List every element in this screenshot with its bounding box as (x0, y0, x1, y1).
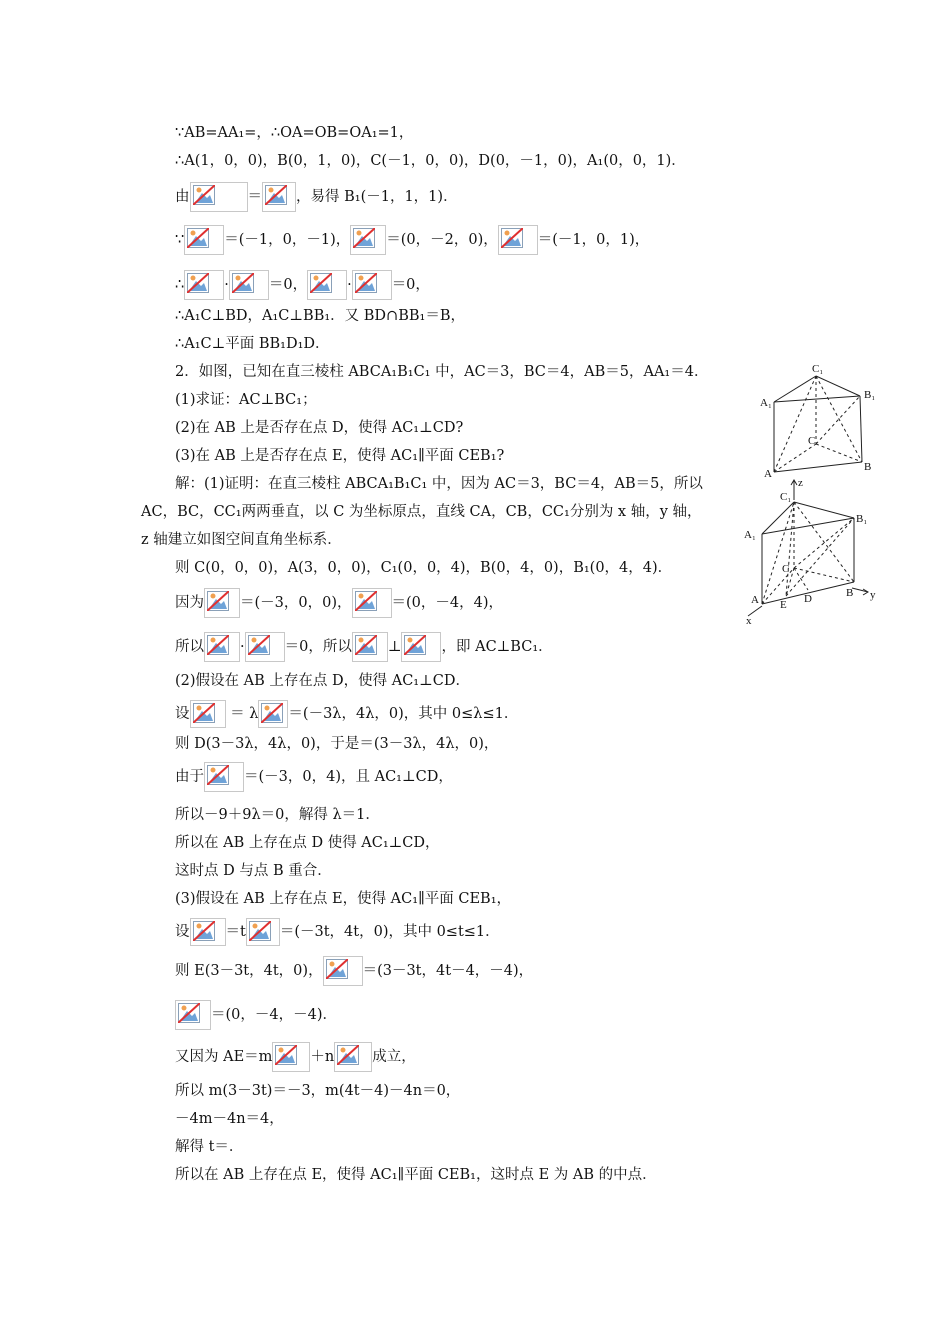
solution-line-5: 因为 ＝(－3，0，0)， ＝(0，－4，4)， (175, 588, 503, 618)
vector-image-icon (258, 700, 288, 728)
solution-line-12: 所以在 AB 上存在点 D 使得 AC₁⊥CD， (175, 835, 440, 851)
solution-line-11: 所以－9＋9λ＝0，解得 λ＝1． (175, 807, 380, 823)
solution-line-16: 则 E(3－3t，4t，0)， ＝(3－3t，4t－4，－4)， (175, 956, 533, 986)
label-z-axis: z (798, 477, 803, 489)
label-C1: C₁ (812, 363, 824, 375)
prism-figure-2-axes (742, 476, 892, 626)
problem-2-part-2: (2)在 AB 上是否存在点 D，使得 AC₁⊥CD? (175, 420, 464, 436)
vector-image-icon (204, 762, 244, 792)
label-C: C (782, 563, 790, 575)
vector-image-icon (204, 588, 240, 618)
label-B: B (846, 587, 854, 599)
text-line-5: ∴ · ＝0， · ＝0， (175, 270, 430, 300)
label-A: A (751, 594, 759, 606)
vector-image-icon (204, 632, 240, 662)
vector-image-icon (352, 270, 392, 300)
solution-line-4: 则 C(0，0，0)，A(3，0，0)，C₁(0，0，4)，B(0，4，0)，B₁(0，4，4)． (175, 560, 673, 576)
label-y-axis: y (870, 589, 876, 601)
label-C1: C₁ (780, 491, 792, 503)
solution-line-10: 由于 ＝(－3，0，4)，且 AC₁⊥CD， (175, 762, 453, 792)
vector-image-icon (352, 632, 388, 662)
solution-line-3: z 轴建立如图空间直角坐标系． (141, 532, 342, 548)
label-B1: B₁ (856, 513, 868, 525)
vector-image-icon (184, 270, 224, 300)
problem-2-part-3: (3)在 AB 上是否存在点 E，使得 AC₁∥平面 CEB₁? (175, 448, 505, 464)
solution-line-15: 设 ＝t ＝(－3t，4t，0)，其中 0≤t≤1． (175, 918, 500, 946)
label-E: E (780, 599, 787, 611)
text-line-6: ∴A₁C⊥BD，A₁C⊥BB₁．又 BD∩BB₁＝B， (175, 308, 465, 324)
solution-line-14: (3)假设在 AB 上存在点 E，使得 AC₁∥平面 CEB₁， (175, 891, 512, 907)
label-B1: B₁ (864, 389, 876, 401)
solution-line-21: 解得 t＝． (175, 1139, 244, 1155)
vector-image-icon (352, 588, 392, 618)
solution-line-18: 又因为 AE＝m ＋n 成立， (175, 1042, 416, 1072)
vector-image-icon (307, 270, 347, 300)
vector-image-icon (184, 225, 224, 255)
problem-2-statement: 2．如图，已知在直三棱柱 ABCA₁B₁C₁ 中，AC＝3，BC＝4，AB＝5，AA₁＝4． (175, 364, 709, 380)
vector-image-icon (190, 700, 226, 728)
label-D: D (804, 593, 812, 605)
vector-image-icon (272, 1042, 310, 1072)
prism-figure-1 (752, 362, 892, 480)
label-B: B (864, 461, 872, 473)
vector-image-icon (175, 1000, 211, 1030)
text-line-7: ∴A₁C⊥平面 BB₁D₁D． (175, 336, 330, 352)
label-C: C (808, 435, 816, 447)
solution-line-13: 这时点 D 与点 B 重合． (175, 863, 332, 879)
label-A: A (764, 468, 772, 480)
solution-line-6: 所以 · ＝0，所以 ⊥ ，即 AC⊥BC₁． (175, 632, 553, 662)
vector-image-icon (262, 182, 296, 212)
vector-image-icon (245, 632, 285, 662)
text-line-1: ∵AB=AA₁=，∴OA=OB=OA₁=1， (175, 125, 414, 141)
solution-line-17: ＝(0，－4，－4)． (175, 1000, 337, 1030)
vector-image-icon (246, 918, 280, 946)
vector-image-icon (323, 956, 363, 986)
solution-line-8: 设 ＝ λ ＝(－3λ，4λ，0)，其中 0≤λ≤1． (175, 700, 518, 728)
solution-line-19: 所以 m(3－3t)＝－3，m(4t－4)－4n＝0， (175, 1083, 461, 1099)
solution-line-2: AC，BC，CC₁两两垂直，以 C 为坐标原点，直线 CA，CB，CC₁分别为 x 轴，y 轴， (141, 504, 702, 520)
vector-image-icon (498, 225, 538, 255)
vector-image-icon (401, 632, 441, 662)
vector-image-icon (229, 270, 269, 300)
vector-image-icon (334, 1042, 372, 1072)
label-x-axis: x (746, 615, 752, 626)
text-line-2: ∴A(1，0，0)，B(0，1，0)，C(－1，0，0)，D(0，－1，0)，A₁(0，0，1)． (175, 153, 686, 169)
label-A1: A₁ (744, 529, 756, 541)
solution-line-9: 则 D(3－3λ，4λ，0)，于是＝(3－3λ，4λ，0)， (175, 736, 499, 752)
problem-2-part-1: (1)求证：AC⊥BC₁； (175, 392, 317, 408)
vector-image-icon (190, 182, 248, 212)
vector-image-icon (350, 225, 386, 255)
solution-line-20: －4m－4n＝4， (175, 1111, 284, 1127)
label-A1: A₁ (760, 397, 772, 409)
text-line-3: 由 ＝ ，易得 B₁(－1，1，1)． (175, 182, 458, 212)
solution-line-1: 解：(1)证明：在直三棱柱 ABCA₁B₁C₁ 中，因为 AC＝3，BC＝4，AB＝5，所以 (175, 476, 703, 492)
vector-image-icon (190, 918, 226, 946)
solution-conclusion: 所以在 AB 上存在点 E，使得 AC₁∥平面 CEB₁，这时点 E 为 AB 的中点． (175, 1167, 657, 1183)
solution-line-7: (2)假设在 AB 上存在点 D，使得 AC₁⊥CD． (175, 673, 470, 689)
text-line-4: ∵ ＝(－1，0，－1)， ＝(0，－2，0)， ＝(－1，0，1)， (175, 225, 649, 255)
